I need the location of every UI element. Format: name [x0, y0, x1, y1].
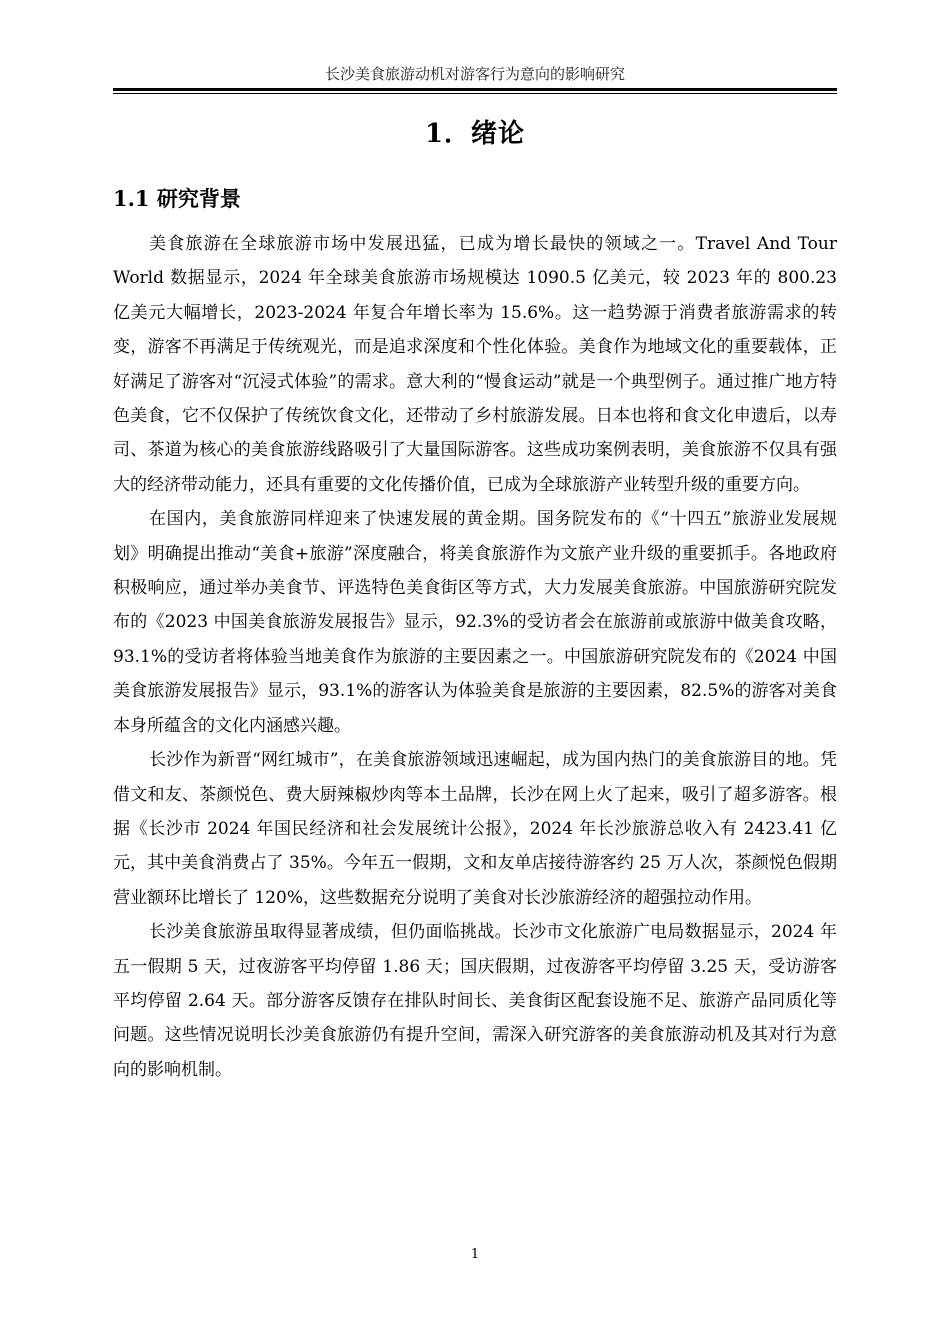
paragraph-changsha-rise: 长沙作为新晋“网红城市”，在美食旅游领域迅速崛起，成为国内热门的美食旅游目的地。凭借文和友、茶颜悦色、费大厨辣椒炒肉等本土品牌，长沙在网上火了起来，吸引了超多游客。根据《长沙市 2024 年国民经济和社会发展统计公报》，2024 年长沙旅游总收入有 2423.41 亿元，其中美食消费占了 35%。今年五一假期，文和友单店接待游客约 25 万人次，茶颜悦色假期营业额环比增长了 120%，这些数据充分说明了美食对长沙旅游经济的超强拉动作用。	[113, 750, 837, 908]
paragraph-global-food-tourism: 美食旅游在全球旅游市场中发展迅猛，已成为增长最快的领域之一。Travel And Tour World 数据显示，2024 年全球美食旅游市场规模达 1090.5 亿美元，较 2023 年的 800.23 亿美元大幅增长，2023-2024 年复合年增长率为 15.6%。这一趋势源于消费者旅游需求的转变，游客不再满足于传统观光，而是追求深度和个性化体验。美食作为地域文化的重要载体，正好满足了游客对“沉浸式体验”的需求。意大利的“慢食运动”就是一个典型例子。通过推广地方特色美食，它不仅保护了传统饮食文化，还带动了乡村旅游发展。日本也将和食文化申遗后，以寿司、茶道为核心的美食旅游线路吸引了大量国际游客。这些成功案例表明，美食旅游不仅具有强大的经济带动能力，还具有重要的文化传播价值，已成为全球旅游产业转型升级的重要方向。	[113, 234, 837, 495]
chapter-title: 1．绪论	[424, 119, 526, 149]
page-number: 1	[470, 1247, 480, 1262]
section-heading: 1.1 研究背景	[113, 186, 241, 211]
body-text	[113, 227, 837, 1087]
header-rule-thin	[113, 93, 837, 94]
paragraph-domestic-food-tourism: 在国内，美食旅游同样迎来了快速发展的黄金期。国务院发布的《“十四五”旅游业发展规划》明确提出推动“美食+旅游”深度融合，将美食旅游作为文旅产业升级的重要抓手。各地政府积极响应，通过举办美食节、评选特色美食街区等方式，大力发展美食旅游。中国旅游研究院发布的《2023 中国美食旅游发展报告》显示，92.3%的受访者会在旅游前或旅游中做美食攻略，93.1%的受访者将体验当地美食作为旅游的主要因素之一。中国旅游研究院发布的《2024 中国美食旅游发展报告》显示，93.1%的游客认为体验美食是旅游的主要因素，82.5%的游客对美食本身所蕴含的文化内涵感兴趣。	[113, 509, 837, 736]
header-rule-thick	[113, 88, 837, 91]
paragraph-changsha-challenges: 长沙美食旅游虽取得显著成绩，但仍面临挑战。长沙市文化旅游广电局数据显示，2024 年五一假期 5 天，过夜游客平均停留 1.86 天；国庆假期，过夜游客平均停留 3.25 天，受访游客平均停留 2.64 天。部分游客反馈存在排队时间长、美食街区配套设施不足、旅游产品同质化等问题。这些情况说明长沙美食旅游仍有提升空间，需深入研究游客的美食旅游动机及其对行为意向的影响机制。	[113, 922, 837, 1080]
running-header-title: 长沙美食旅游动机对游客行为意向的影响研究	[324, 65, 625, 83]
